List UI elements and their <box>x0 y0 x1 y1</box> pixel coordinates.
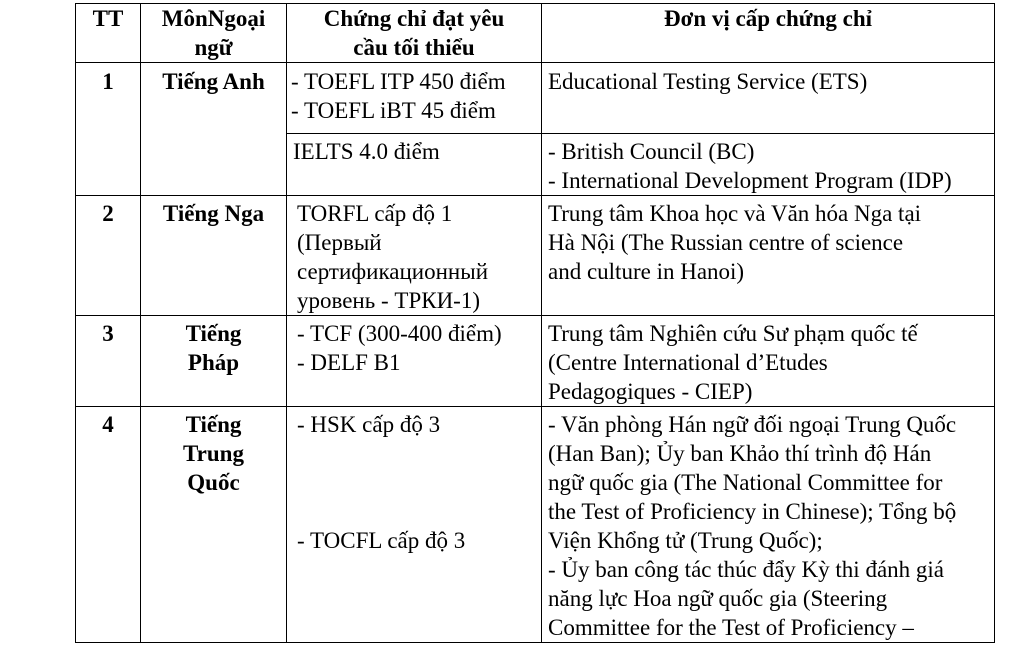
row-org: Trung tâm Khoa học và Văn hóa Nga tại Hà Nội (The Russian centre of science and culture in Hanoi) <box>542 196 995 316</box>
header-tt: TT <box>76 4 141 63</box>
header-subject: MônNgoại ngữ <box>141 4 287 63</box>
row-cert: - TCF (300-400 điểm) - DELF B1 <box>287 316 542 407</box>
row-org: - British Council (BC) - International Development Program (IDP) <box>542 134 995 196</box>
table-row <box>76 316 995 407</box>
certificate-table <box>75 3 995 643</box>
row-tt: 3 <box>76 316 141 407</box>
header-org: Đơn vị cấp chứng chỉ <box>542 4 995 63</box>
header-cert: Chứng chỉ đạt yêu cầu tối thiểu <box>287 4 542 63</box>
row-org: Trung tâm Nghiên cứu Sư phạm quốc tế (Centre International d’Etudes Pedagogiques - CIEP) <box>542 316 995 407</box>
header-row <box>76 4 995 63</box>
row-org: Educational Testing Service (ETS) <box>542 63 995 134</box>
row-subject: Tiếng Nga <box>141 196 287 316</box>
row-tt: 4 <box>76 407 141 643</box>
table-row <box>76 63 995 134</box>
table-row <box>76 196 995 316</box>
row-cert: IELTS 4.0 điểm <box>287 134 542 196</box>
row-subject: Tiếng Anh <box>141 63 287 196</box>
row-subject: Tiếng Trung Quốc <box>141 407 287 643</box>
row-cert: - HSK cấp độ 3 - TOCFL cấp độ 3 <box>287 407 542 643</box>
row-tt: 2 <box>76 196 141 316</box>
row-org: - Văn phòng Hán ngữ đối ngoại Trung Quốc (Han Ban); Ủy ban Khảo thí trình độ Hán ngữ quốc gia (The National Committee for the Test of Proficiency in Chinese); Tổng bộ Viện Khổng tử (Trung Quốc); - Ủy ban công tác thúc đẩy Kỳ thi đánh giá năng lực Hoa ngữ quốc gia (Steering Committee for the Test of Proficiency – <box>542 407 995 643</box>
row-subject: Tiếng Pháp <box>141 316 287 407</box>
row-cert: - TOEFL ITP 450 điểm - TOEFL iBT 45 điểm <box>287 63 542 134</box>
row-cert: TORFL cấp độ 1 (Первый сертификационный уровень - ТРКИ-1) <box>287 196 542 316</box>
row-tt: 1 <box>76 63 141 196</box>
table-row <box>76 407 995 643</box>
